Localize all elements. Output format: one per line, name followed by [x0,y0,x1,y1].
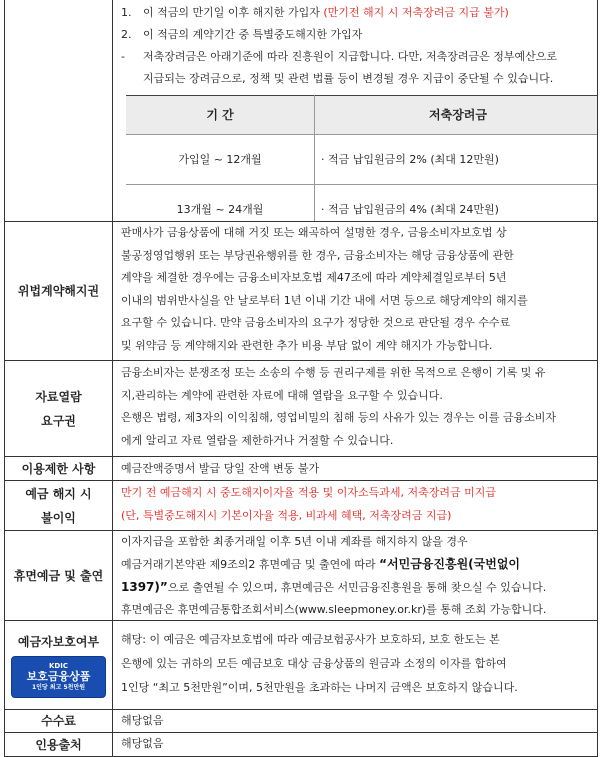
period-header: 기 간 [126,96,315,135]
illegal-line: 요구할 수 있습니다. 만약 금융소비자의 요구가 정당한 것으로 판단될 경우 수수료 [121,316,511,330]
illegal-contract-row [5,222,597,361]
cancellation-penalty-label [5,481,113,530]
bonus-rate-table [126,95,597,221]
table-row [126,135,597,185]
protection-line-3: 1인당 “최고 5천만원”이며, 5천만원을 초과하는 나머지 금액은 보호하지 않습니다. [121,681,518,694]
protection-line-1: 해당: 이 예금은 예금자보호법에 따라 예금보험공사가 보호하되, 보호 한도는 본 [121,633,500,646]
records-access-content [113,361,597,456]
deposit-protection-title: 예금자보호여부 [17,635,100,649]
condition-number-2: 2. [121,28,132,41]
protection-line-2: 은행에 있는 귀하의 모든 예금보호 대상 금융상품의 원금과 소정의 이자를 합하여 [121,657,507,670]
citation-label: 인용출처 [5,733,113,756]
illegal-line: 계약을 체결한 경우에는 금융소비자보호법 제47조에 따라 계약체결일로부터 5년 [121,271,507,285]
penalty-label-line-1: 예금 해지 시 [25,486,92,501]
illegal-line: 이내의 범위반사실을 안 날로부터 1년 이내 기간 내에 서면 등으로 해당계약의 해지를 [121,293,528,307]
fee-label: 수수료 [5,710,113,732]
records-line: 은행은 법령, 제3자의 이익침해, 영업비밀의 침해 등의 사유가 있는 경우는 이를 금융소비자 [121,411,556,424]
usage-restriction-label: 이용제한 사항 [5,457,113,480]
period-cell: 가입일 ~ 12개월 [126,135,315,185]
usage-restriction-row [5,457,597,481]
kdic-badge-title: 보호금융상품 [26,670,91,683]
savings-bonus-label-cell [5,0,113,221]
kdic-protected-product-badge [11,656,106,698]
citation-row [5,733,597,756]
records-line: 금융소비자는 분쟁조정 또는 소송의 수행 등 권리구제를 위한 목적으로 은행이 기록 및 유 [121,366,546,379]
condition-text-2: 이 적금의 계약기간 중 특별중도해지한 가입자 [143,28,363,41]
dormant-agency-number: 1397)” [121,580,168,594]
dormant-line-4: 휴면예금은 휴면예금통합조회서비스(www.sleepmoney.or.kr)를 통해 조회 가능합니다. [121,603,547,616]
period-cell: 13개월 ~ 24개월 [126,185,315,222]
deposit-protection-label-cell [5,621,113,709]
condition-text-1: 이 적금의 만기일 이후 해지한 가입자 [143,6,320,19]
deposit-protection-label [11,632,106,698]
dormant-line-2 [121,553,589,576]
deposit-protection-row [5,621,597,710]
records-label-line-2: 요구권 [41,413,76,428]
table-row [126,185,597,222]
bonus-note-line-2: 지급되는 장려금으로, 정책 및 관련 법률 등이 변경될 경우 지급이 중단될 수 있습니다. [143,72,554,85]
records-access-row [5,361,597,457]
bonus-cell: · 적금 납입원금의 4% (최대 24만원) [315,185,598,222]
cancellation-penalty-row [5,481,597,531]
penalty-line-1: 만기 전 예금해지 시 중도해지이자율 적용 및 이자소득과세, 저축장려금 미지급 [121,486,496,499]
dormant-deposit-label: 휴면예금 및 출연 [5,531,113,620]
dormant-deposit-content [113,531,597,620]
dormant-deposit-row [5,531,597,621]
deposit-protection-content [113,621,597,709]
savings-bonus-content [113,0,597,221]
records-access-label [5,361,113,456]
kdic-badge-limit: 1인당 최고 5천만원 [31,684,86,691]
records-line: 지,관리하는 계약에 관련한 자료에 대해 열람을 요구할 수 있습니다. [121,388,443,402]
bonus-note [121,46,589,68]
condition-number-1: 1. [121,6,132,19]
terms-table [4,0,598,757]
condition-item-1 [121,2,589,24]
records-label-line-1: 자료열람 [35,389,82,404]
cancellation-penalty-content [113,481,597,530]
illegal-contract-content [113,222,597,360]
dormant-line-3 [121,576,589,599]
fee-text: 해당없음 [121,714,164,727]
illegal-line: 및 위약금 등 계약해지와 관련한 추가 비용 부담 없이 계약 해지가 가능합니다. [121,338,493,352]
fee-row [5,710,597,733]
illegal-line: 판매사가 금융상품에 대해 거짓 또는 왜곡하여 설명한 경우, 금융소비자보호법 상 [121,226,507,239]
dormant-line-2-text: 예금거래기본약관 제9조의2 휴면예금 및 출연에 따라 [121,558,380,571]
penalty-line-2: (단, 특별중도해지시 기본이자율 적용, 비과세 혜택, 저축장려금 지급) [121,509,452,522]
citation-text: 해당없음 [121,737,164,750]
dormant-agency-name: “서민금융진흥원(국번없이 [379,557,521,571]
condition-item-2 [121,24,589,46]
condition-warning-1: (만기전 해지 시 저축장려금 지급 불가) [323,6,509,19]
illegal-contract-label: 위법계약해지권 [5,222,113,360]
penalty-label-line-2: 불이익 [41,510,76,525]
note-dash: - [121,50,125,63]
records-line: 에게 알리고 자료 열람을 제한하거나 거절할 수 있습니다. [121,433,394,447]
usage-restriction-text: 예금잔액증명서 발급 당일 잔액 변동 불가 [121,462,320,475]
bonus-header: 저축장려금 [315,96,598,135]
dormant-line-1: 이자지급을 포함한 최종거래일 이후 5년 이내 계좌를 해지하지 않을 경우 [121,535,468,548]
illegal-line: 불공정영업행위 또는 부당권유행위를 한 경우, 금융소비자는 해당 금융상품에 관한 [121,248,514,262]
savings-bonus-row [5,0,597,222]
dormant-line-3-text: 으로 출연될 수 있으며, 휴면예금은 서민금융진흥원을 통해 찾으실 수 있습니다. [167,581,547,594]
bonus-note-line-1: 저축장려금은 아래기준에 따라 진흥원이 지급합니다. 다만, 저축장려금은 정부예산으로 [143,50,558,63]
kdic-logo-text: KDIC [49,662,68,670]
bonus-cell: · 적금 납입원금의 2% (최대 12만원) [315,135,598,185]
